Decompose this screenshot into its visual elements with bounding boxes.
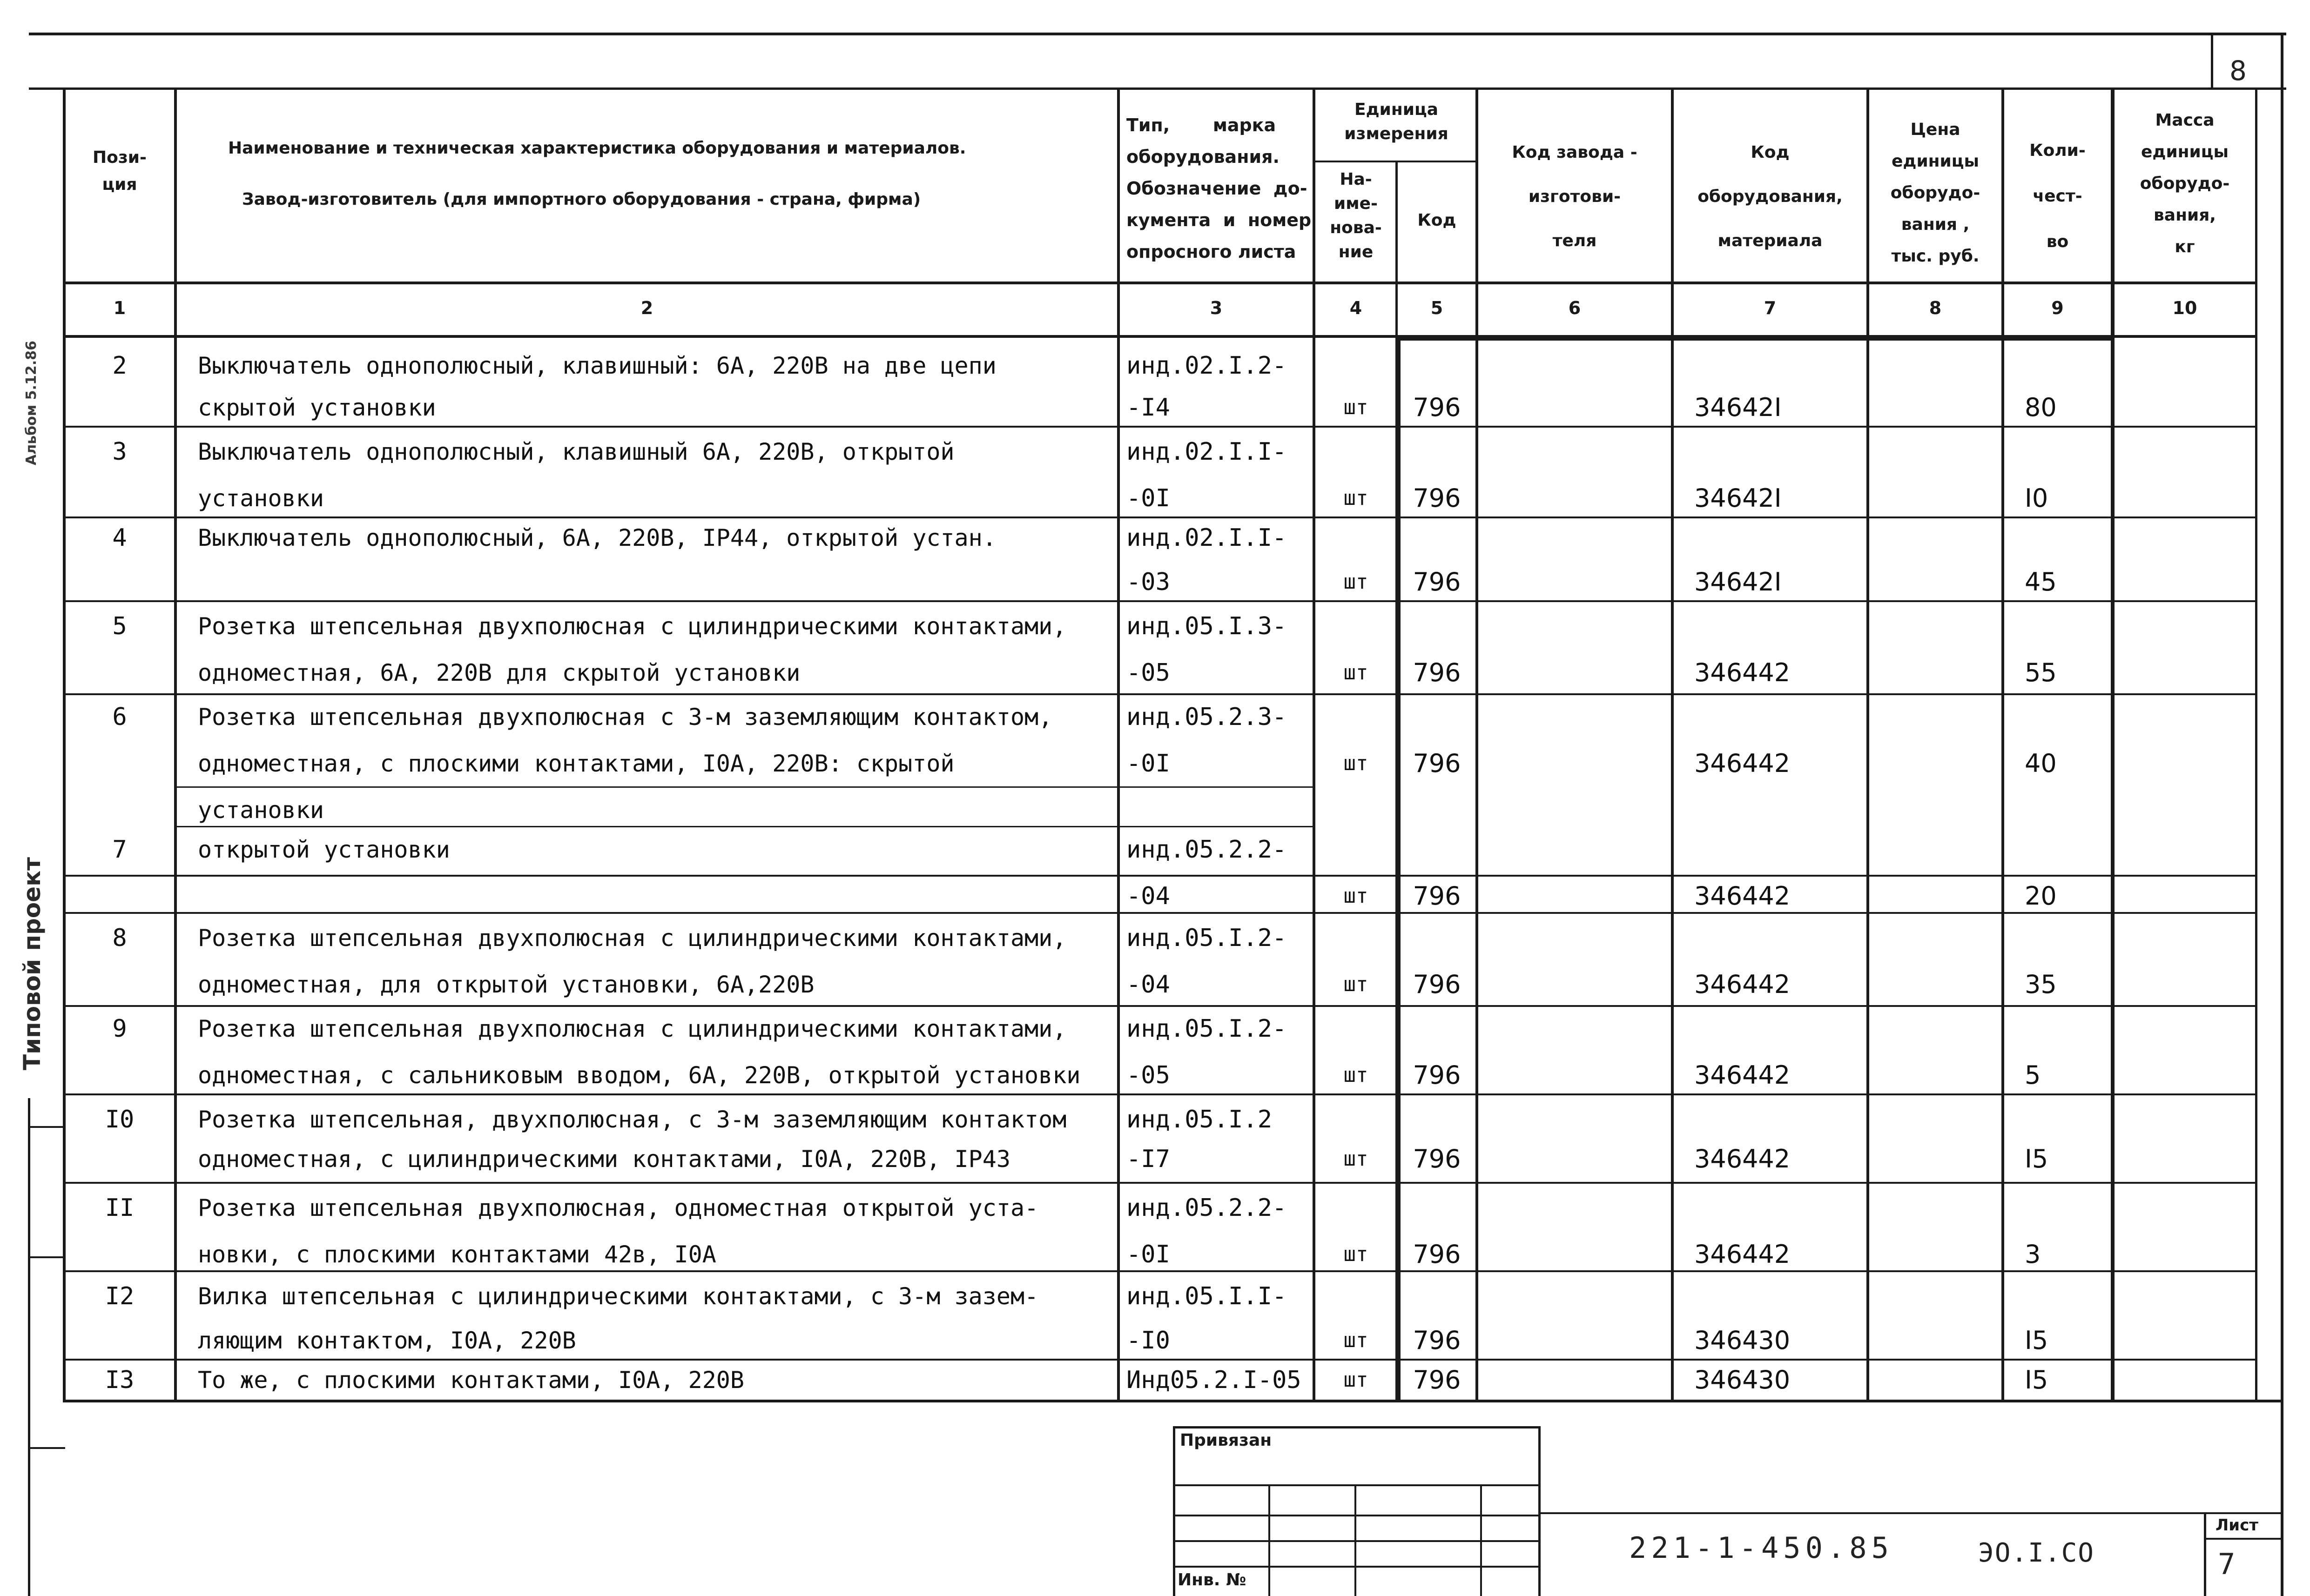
- cell-type: инд.05.I.2: [1126, 1106, 1273, 1133]
- document-code: 221-1-450.85: [1629, 1531, 1893, 1565]
- cell-name: То же, с плоскими контактами, I0А, 220В: [198, 1367, 744, 1394]
- row-separator: [63, 1359, 2257, 1361]
- header-unit-code: Код: [1417, 211, 1456, 230]
- stamp-h2: [1173, 1515, 1541, 1516]
- cell-qty: 80: [2025, 393, 2057, 422]
- binding-strip-tick1: [28, 1126, 65, 1128]
- cell-pos: 9: [112, 1015, 127, 1043]
- row-separator: [63, 875, 2257, 877]
- sheet-corner-number: 8: [2229, 55, 2247, 87]
- cell-pos: II: [105, 1194, 135, 1222]
- cell-equip: 34642I: [1694, 393, 1782, 422]
- cell-name: Розетка штепсельная двухполюсная с цилиндрическими контактами,: [198, 613, 1067, 640]
- cell-code: 796: [1413, 970, 1461, 999]
- cell-type: инд.02.I.2-: [1126, 352, 1287, 380]
- cell-type: -0I: [1126, 484, 1170, 512]
- cell-type: -I0: [1126, 1327, 1170, 1355]
- col-sep-9: [2111, 87, 2115, 1400]
- row-separator: [63, 516, 2257, 518]
- cell-code: 796: [1413, 567, 1461, 597]
- binding-strip-line: [28, 1098, 30, 1596]
- cell-code: 796: [1413, 1365, 1461, 1395]
- cell-code: 796: [1413, 1144, 1461, 1174]
- row-separator: [63, 1270, 2257, 1272]
- cell-unit: шт: [1343, 1063, 1368, 1087]
- cell-name: одноместная, 6А, 220В для скрытой установки: [198, 659, 801, 686]
- cell-code: 796: [1413, 881, 1461, 911]
- frame-right-line: [2281, 33, 2283, 1596]
- unit-group-underline: [1313, 161, 1478, 162]
- cell-name: Выключатель однополюсный, 6А, 220В, IP44, открытой устан.: [198, 524, 997, 551]
- table-bottom-line: [63, 1400, 2283, 1402]
- frame-top-inner: [29, 87, 2286, 90]
- colnum-3: 3: [1210, 298, 1223, 318]
- cell-name: одноместная, для открытой установки, 6А,220В: [198, 971, 815, 998]
- stamp-inv-no: Инв. №: [1178, 1570, 1246, 1589]
- table-right-border: [2255, 87, 2257, 1400]
- header-name-line2: Завод-изготовитель (для импортного оборудования - страна, фирма): [242, 190, 921, 209]
- cell-qty: I5: [2025, 1365, 2048, 1395]
- cell-unit: шт: [1343, 751, 1368, 775]
- cell-name: новки, с плоскими контактами 42в, I0А: [198, 1241, 716, 1268]
- header-name-line1: Наименование и техническая характеристика оборудования и материалов.: [228, 139, 966, 158]
- cell-name: Розетка штепсельная двухполюсная, одноместная открытой уста-: [198, 1194, 1039, 1221]
- col-sep-2: [1117, 87, 1120, 1400]
- cell-unit: шт: [1343, 486, 1368, 510]
- col-sep-3: [1313, 87, 1315, 1400]
- colnum-9: 9: [2051, 298, 2064, 318]
- frame-top-line: [29, 33, 2286, 35]
- colnum-4: 4: [1349, 298, 1362, 318]
- cell-type: -I4: [1126, 394, 1170, 422]
- cell-name: установки: [198, 797, 324, 824]
- cell-code: 796: [1413, 393, 1461, 422]
- cell-code: 796: [1413, 1060, 1461, 1090]
- row-separator: [63, 912, 2257, 914]
- cell-type: инд.05.2.3-: [1126, 703, 1287, 731]
- cell-pos: 6: [112, 703, 127, 731]
- cell-type: инд.05.I.2-: [1126, 924, 1287, 952]
- stamp-right: [1538, 1426, 1541, 1596]
- cell-type: -I7: [1126, 1145, 1170, 1173]
- cell-pos: 8: [112, 924, 127, 952]
- header-mass: Масса единицы оборудо- вания, кг: [2140, 111, 2230, 256]
- row-separator: [63, 693, 2257, 695]
- sheet-box-mid: [2204, 1538, 2283, 1540]
- cell-code: 796: [1413, 483, 1461, 513]
- cell-code: 796: [1413, 749, 1461, 778]
- cell-qty: 5: [2025, 1060, 2041, 1090]
- qty-box-top: [1396, 338, 2115, 341]
- cell-pos: I3: [105, 1366, 135, 1394]
- stamp-h4: [1173, 1566, 1541, 1568]
- cell-unit: шт: [1343, 1328, 1368, 1352]
- stamp-h3: [1173, 1540, 1541, 1542]
- cell-name: Розетка штепсельная двухполюсная с цилиндрическими контактами,: [198, 925, 1067, 952]
- col-sep-8: [2001, 87, 2004, 1400]
- cell-equip: 346442: [1694, 881, 1791, 911]
- cell-type: -0I: [1126, 750, 1170, 778]
- colnum-10: 10: [2172, 298, 2197, 318]
- cell-name: Выключатель однополюсный, клавишный: 6А, 220В на две цепи: [198, 352, 997, 379]
- cell-unit: шт: [1343, 884, 1368, 908]
- cell-name: Розетка штепсельная двухполюсная с цилиндрическими контактами,: [198, 1015, 1067, 1042]
- cell-name: одноместная, с плоскими контактами, I0А, 220В: скрытой: [198, 750, 955, 777]
- row-separator: [63, 426, 2257, 428]
- row-separator: [63, 1005, 2257, 1007]
- cell-type: -03: [1126, 568, 1170, 596]
- colnum-5: 5: [1430, 298, 1443, 318]
- cell-qty: I5: [2025, 1144, 2048, 1174]
- cell-qty: 35: [2025, 970, 2057, 999]
- cell-qty: 40: [2025, 749, 2057, 778]
- row-separator: [63, 1182, 2257, 1184]
- cell-qty: 3: [2025, 1240, 2041, 1269]
- cell-type: инд.05.2.2-: [1126, 1194, 1287, 1222]
- cell-qty: 20: [2025, 881, 2057, 911]
- corner-box-left: [2211, 33, 2213, 89]
- cell-qty: I5: [2025, 1326, 2048, 1355]
- stamp-privyazan: Привязан: [1180, 1431, 1272, 1450]
- sheet-box-left: [2204, 1512, 2206, 1596]
- stamp-v2: [1354, 1484, 1356, 1596]
- cell-name: Выключатель однополюсный, клавишный 6А, 220В, открытой: [198, 438, 955, 465]
- cell-type: Инд05.2.I-05: [1126, 1366, 1301, 1394]
- cell-equip: 346442: [1694, 658, 1791, 687]
- header-equipment-code: Код оборудования, материала: [1697, 143, 1843, 250]
- cell-pos: 3: [112, 438, 127, 466]
- cell-equip: 346430: [1694, 1326, 1791, 1355]
- cell-type: инд.05.I.2-: [1126, 1015, 1287, 1043]
- side-label-bottom: Типовой проект: [19, 857, 46, 1070]
- cell-type: -04: [1126, 971, 1170, 999]
- header-position: Пози- ция: [93, 148, 147, 194]
- stamp-v3: [1480, 1484, 1482, 1596]
- cell-type: -0I: [1126, 1241, 1170, 1268]
- cell-code: 796: [1413, 658, 1461, 687]
- sheet-label: Лист: [2216, 1516, 2258, 1535]
- cell-equip: 346442: [1694, 1060, 1791, 1090]
- row-separator: [177, 786, 1313, 788]
- cell-equip: 34642I: [1694, 567, 1782, 597]
- cell-pos: 7: [112, 836, 127, 864]
- header-unit-group: Единица измерения: [1344, 100, 1448, 143]
- binding-strip-tick3: [28, 1447, 65, 1449]
- col-sep-5: [1475, 87, 1478, 1400]
- colnum-6: 6: [1568, 298, 1581, 318]
- cell-name: одноместная, с сальниковым вводом, 6А, 220В, открытой установки: [198, 1062, 1081, 1089]
- cell-pos: I0: [105, 1106, 135, 1133]
- header-maker-code: Код завода - изготови- теля: [1512, 143, 1637, 250]
- cell-type: -05: [1126, 1061, 1170, 1089]
- header-quantity: Коли- чест- во: [2029, 141, 2086, 251]
- cell-name: Вилка штепсельная с цилиндрическими контактами, с 3-м зазем-: [198, 1283, 1039, 1310]
- cell-pos: I2: [105, 1282, 135, 1310]
- cell-type: -04: [1126, 882, 1170, 910]
- header-type: Тип, марка оборудования. Обозначение до- кумента и номер опросного листа: [1126, 115, 1312, 262]
- colnum-1: 1: [113, 298, 126, 318]
- cell-qty: 45: [2025, 567, 2057, 597]
- cell-equip: 346442: [1694, 970, 1791, 999]
- cell-equip: 346442: [1694, 749, 1791, 778]
- cell-qty: 55: [2025, 658, 2057, 687]
- cell-name: установки: [198, 485, 324, 512]
- side-label-top: Альбом 5.12.86: [23, 341, 40, 465]
- row-separator: [177, 826, 1313, 827]
- cell-name: открытой установки: [198, 836, 450, 863]
- cell-unit: шт: [1343, 570, 1368, 594]
- header-price: Цена единицы оборудо- вания , тыс. руб.: [1890, 120, 1980, 266]
- header-bottom-line: [63, 282, 2257, 284]
- cell-code: 796: [1413, 1326, 1461, 1355]
- colnum-2: 2: [640, 298, 653, 318]
- cell-type: -05: [1126, 659, 1170, 687]
- cell-name: ляющим контактом, I0А, 220В: [198, 1327, 576, 1354]
- cell-equip: 346442: [1694, 1144, 1791, 1174]
- colnum-8: 8: [1929, 298, 1942, 318]
- cell-unit: шт: [1343, 661, 1368, 684]
- cell-unit: шт: [1343, 1368, 1368, 1392]
- cell-code: 796: [1413, 1240, 1461, 1269]
- colnum-7: 7: [1764, 298, 1777, 318]
- cell-pos: 4: [112, 524, 127, 552]
- col-sep-6: [1671, 87, 1674, 1400]
- cell-qty: I0: [2025, 483, 2048, 513]
- cell-unit: шт: [1343, 1147, 1368, 1171]
- cell-pos: 5: [112, 612, 127, 640]
- row-separator: [63, 1093, 2257, 1095]
- stamp-h1: [1173, 1484, 1541, 1486]
- stamp-v1: [1268, 1484, 1270, 1596]
- cell-unit: шт: [1343, 1242, 1368, 1266]
- cell-unit: шт: [1343, 396, 1368, 419]
- cell-name: Розетка штепсельная, двухполюсная, с 3-м заземляющим контактом: [198, 1106, 1067, 1133]
- cell-unit: шт: [1343, 972, 1368, 996]
- cell-type: инд.05.I.I-: [1126, 1282, 1287, 1310]
- cell-type: инд.05.I.3-: [1126, 612, 1287, 640]
- sheet-code: ЭО.I.СО: [1978, 1538, 2095, 1568]
- col-sep-1: [174, 87, 177, 1400]
- cell-pos: 2: [112, 352, 127, 380]
- stamp-top: [1173, 1426, 1541, 1428]
- titleblock-top: [1541, 1512, 2283, 1514]
- cell-equip: 346442: [1694, 1240, 1791, 1269]
- cell-name: Розетка штепсельная двухполюсная с 3-м заземляющим контактом,: [198, 704, 1053, 731]
- row-separator: [63, 600, 2257, 602]
- col-sep-7: [1866, 87, 1869, 1400]
- cell-type: инд.05.2.2-: [1126, 836, 1287, 864]
- stamp-left: [1173, 1426, 1175, 1596]
- header-unit-name: На- име- нова- ние: [1330, 170, 1382, 262]
- cell-name: одноместная, с цилиндрическими контактами, I0А, 220В, IP43: [198, 1146, 1010, 1173]
- cell-type: инд.02.I.I-: [1126, 438, 1287, 466]
- cell-equip: 34642I: [1694, 483, 1782, 513]
- sheet-number: 7: [2218, 1547, 2236, 1581]
- cell-equip: 346430: [1694, 1365, 1791, 1395]
- cell-type: инд.02.I.I-: [1126, 524, 1287, 552]
- binding-strip-tick2: [28, 1256, 65, 1258]
- cell-name: скрытой установки: [198, 394, 436, 421]
